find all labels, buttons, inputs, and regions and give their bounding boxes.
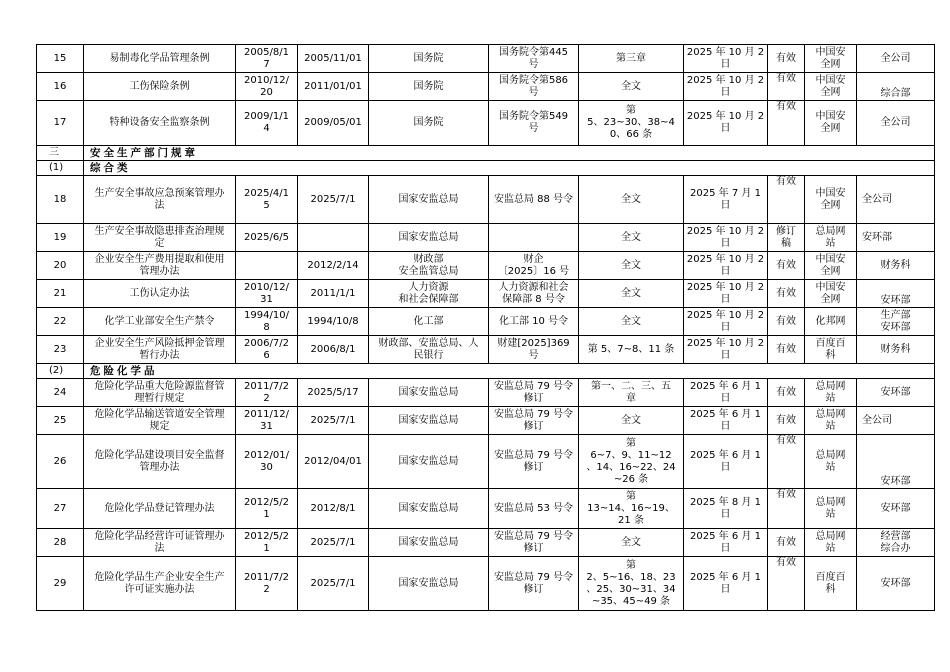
table-row <box>37 224 935 252</box>
table-row <box>37 557 935 611</box>
source: 中国安 全网 <box>805 45 857 73</box>
applicable-clauses: 第 5、23~30、38~4 0、66 条 <box>579 101 684 146</box>
row-number: 28 <box>37 529 84 557</box>
issue-date: 2006/7/2 6 <box>236 336 298 364</box>
issuing-department: 国家安监总局 <box>369 557 489 611</box>
regulation-name: 危险化学品登记管理办法 <box>84 489 236 529</box>
row-number: 20 <box>37 252 84 280</box>
review-date: 2025 年 6 月 1 日 <box>684 379 768 407</box>
applicable-department: 安环部 <box>857 435 935 489</box>
applicable-department: 安环部 <box>857 557 935 611</box>
applicable-clauses: 全文 <box>579 252 684 280</box>
row-number: 18 <box>37 176 84 224</box>
source: 总局网 站 <box>805 489 857 529</box>
validity-status: 有效 <box>768 407 805 435</box>
document-number: 安监总局 53 号令 <box>489 489 579 529</box>
source: 中国安 全网 <box>805 101 857 146</box>
document-number: 人力资源和社会 保障部 8 号令 <box>489 280 579 308</box>
applicable-department: 综合部 <box>857 73 935 101</box>
issue-date: 2025/4/1 5 <box>236 176 298 224</box>
applicable-clauses: 第 5、7~8、11 条 <box>579 336 684 364</box>
table-row <box>37 101 935 146</box>
document-number: 国务院令第549 号 <box>489 101 579 146</box>
regulation-name: 危险化学品输送管道安全管理 规定 <box>84 407 236 435</box>
table-row <box>37 73 935 101</box>
table-row <box>37 45 935 73</box>
applicable-clauses: 第一、二、三、五 章 <box>579 379 684 407</box>
effective-date: 2011/1/1 <box>298 280 369 308</box>
issue-date: 2012/5/2 1 <box>236 489 298 529</box>
issuing-department: 国家安监总局 <box>369 176 489 224</box>
issue-date: 2005/8/1 7 <box>236 45 298 73</box>
document-number: 安监总局 79 号令 修订 <box>489 407 579 435</box>
issuing-department: 国家安监总局 <box>369 224 489 252</box>
issue-date: 2011/7/2 2 <box>236 557 298 611</box>
applicable-department: 全公司 <box>857 101 935 146</box>
source: 百度百 科 <box>805 336 857 364</box>
regulation-name: 工伤认定办法 <box>84 280 236 308</box>
applicable-clauses: 全文 <box>579 73 684 101</box>
applicable-department: 财务科 <box>857 252 935 280</box>
table-row <box>37 379 935 407</box>
issue-date: 2012/01/ 30 <box>236 435 298 489</box>
row-number: 23 <box>37 336 84 364</box>
row-number: 27 <box>37 489 84 529</box>
row-number: 16 <box>37 73 84 101</box>
review-date: 2025 年 6 月 1 日 <box>684 529 768 557</box>
table-row <box>37 407 935 435</box>
table-row <box>37 435 935 489</box>
applicable-clauses: 全文 <box>579 407 684 435</box>
table-row <box>37 176 935 224</box>
issuing-department: 国家安监总局 <box>369 407 489 435</box>
regulation-name: 危险化学品生产企业安全生产 许可证实施办法 <box>84 557 236 611</box>
row-number: 24 <box>37 379 84 407</box>
table-row <box>37 308 935 336</box>
validity-status: 有效 <box>768 308 805 336</box>
applicable-department: 全公司 <box>857 407 935 435</box>
review-date: 2025 年 10 月 2 日 <box>684 101 768 146</box>
section-number: 三 <box>37 146 84 161</box>
issue-date: 1994/10/ 8 <box>236 308 298 336</box>
section-header-row <box>37 161 935 176</box>
applicable-department: 安环部 <box>857 280 935 308</box>
section-number: (1) <box>37 161 84 176</box>
effective-date: 2009/05/01 <box>298 101 369 146</box>
applicable-department: 经营部 综合办 <box>857 529 935 557</box>
effective-date: 2025/7/1 <box>298 529 369 557</box>
review-date: 2025 年 10 月 2 日 <box>684 224 768 252</box>
validity-status: 有效 <box>768 176 805 224</box>
source: 总局网 站 <box>805 379 857 407</box>
applicable-clauses: 第 6~7、9、11~12 、14、16~22、24 ~26 条 <box>579 435 684 489</box>
review-date: 2025 年 10 月 2 日 <box>684 45 768 73</box>
document-number: 化工部 10 号令 <box>489 308 579 336</box>
source: 化邦网 <box>805 308 857 336</box>
source: 百度百 科 <box>805 557 857 611</box>
section-title: 危险化学品 <box>84 364 935 379</box>
source: 中国安 全网 <box>805 73 857 101</box>
validity-status: 有效 <box>768 529 805 557</box>
regulation-name: 特种设备安全监察条例 <box>84 101 236 146</box>
issuing-department: 国家安监总局 <box>369 435 489 489</box>
issue-date: 2010/12/ 20 <box>236 73 298 101</box>
issue-date: 2012/5/2 1 <box>236 529 298 557</box>
document-number: 安监总局 79 号令 修订 <box>489 529 579 557</box>
issuing-department: 人力资源 和社会保障部 <box>369 280 489 308</box>
source: 中国安 全网 <box>805 176 857 224</box>
applicable-clauses: 全文 <box>579 176 684 224</box>
applicable-department: 全公司 <box>857 45 935 73</box>
source: 中国安 全网 <box>805 252 857 280</box>
review-date: 2025 年 6 月 1 日 <box>684 557 768 611</box>
effective-date: 1994/10/8 <box>298 308 369 336</box>
regulations-table <box>36 44 935 611</box>
issue-date: 2011/12/ 31 <box>236 407 298 435</box>
applicable-department: 安环部 <box>857 379 935 407</box>
issuing-department: 化工部 <box>369 308 489 336</box>
issuing-department: 国务院 <box>369 101 489 146</box>
issuing-department: 国家安监总局 <box>369 379 489 407</box>
regulation-name: 企业安全生产风险抵押金管理 暂行办法 <box>84 336 236 364</box>
regulations-table-body <box>37 45 935 611</box>
regulation-name: 危险化学品建设项目安全监督 管理办法 <box>84 435 236 489</box>
document-number: 安监总局 88 号令 <box>489 176 579 224</box>
validity-status: 有效 <box>768 557 805 611</box>
document-number: 安监总局 79 号令 修订 <box>489 379 579 407</box>
issuing-department: 国务院 <box>369 45 489 73</box>
validity-status: 有效 <box>768 435 805 489</box>
effective-date: 2025/7/1 <box>298 176 369 224</box>
effective-date <box>298 224 369 252</box>
table-row <box>37 252 935 280</box>
section-title: 综合类 <box>84 161 935 176</box>
row-number: 26 <box>37 435 84 489</box>
document-number: 国务院令第445 号 <box>489 45 579 73</box>
regulation-name: 危险化学品经营许可证管理办 法 <box>84 529 236 557</box>
document-number <box>489 224 579 252</box>
review-date: 2025 年 10 月 2 日 <box>684 336 768 364</box>
document-number: 安监总局 79 号令 修订 <box>489 557 579 611</box>
regulation-name: 易制毒化学品管理条例 <box>84 45 236 73</box>
applicable-clauses: 第 13~14、16~19、 21 条 <box>579 489 684 529</box>
row-number: 15 <box>37 45 84 73</box>
review-date: 2025 年 10 月 2 日 <box>684 252 768 280</box>
row-number: 22 <box>37 308 84 336</box>
table-row <box>37 336 935 364</box>
section-header-row <box>37 364 935 379</box>
source: 总局网 站 <box>805 529 857 557</box>
applicable-clauses: 全文 <box>579 224 684 252</box>
applicable-department: 生产部 安环部 <box>857 308 935 336</box>
source: 总局网 站 <box>805 435 857 489</box>
issuing-department: 国家安监总局 <box>369 489 489 529</box>
effective-date: 2012/8/1 <box>298 489 369 529</box>
applicable-clauses: 全文 <box>579 308 684 336</box>
section-number: (2) <box>37 364 84 379</box>
table-row <box>37 280 935 308</box>
row-number: 19 <box>37 224 84 252</box>
review-date: 2025 年 8 月 1 日 <box>684 489 768 529</box>
validity-status: 有效 <box>768 45 805 73</box>
issuing-department: 财政部、安监总局、人 民银行 <box>369 336 489 364</box>
issuing-department: 财政部 安全监管总局 <box>369 252 489 280</box>
validity-status: 有效 <box>768 101 805 146</box>
issue-date <box>236 252 298 280</box>
effective-date: 2025/5/17 <box>298 379 369 407</box>
effective-date: 2025/7/1 <box>298 557 369 611</box>
issue-date: 2011/7/2 2 <box>236 379 298 407</box>
validity-status: 有效 <box>768 379 805 407</box>
row-number: 21 <box>37 280 84 308</box>
source: 中国安 全网 <box>805 280 857 308</box>
source: 总局网 站 <box>805 407 857 435</box>
regulation-name: 化学工业部安全生产禁令 <box>84 308 236 336</box>
effective-date: 2011/01/01 <box>298 73 369 101</box>
issuing-department: 国务院 <box>369 73 489 101</box>
applicable-department: 安环部 <box>857 224 935 252</box>
validity-status: 有效 <box>768 280 805 308</box>
regulation-name: 生产安全事故隐患排查治理规 定 <box>84 224 236 252</box>
applicable-clauses: 全文 <box>579 529 684 557</box>
effective-date: 2025/7/1 <box>298 407 369 435</box>
issue-date: 2009/1/1 4 <box>236 101 298 146</box>
validity-status: 修订 稿 <box>768 224 805 252</box>
regulation-name: 企业安全生产费用提取和使用 管理办法 <box>84 252 236 280</box>
validity-status: 有效 <box>768 252 805 280</box>
issue-date: 2010/12/ 31 <box>236 280 298 308</box>
applicable-clauses: 全文 <box>579 280 684 308</box>
effective-date: 2012/04/01 <box>298 435 369 489</box>
review-date: 2025 年 6 月 1 日 <box>684 407 768 435</box>
review-date: 2025 年 6 月 1 日 <box>684 435 768 489</box>
applicable-department: 财务科 <box>857 336 935 364</box>
row-number: 29 <box>37 557 84 611</box>
review-date: 2025 年 10 月 2 日 <box>684 308 768 336</box>
regulation-name: 生产安全事故应急预案管理办 法 <box>84 176 236 224</box>
validity-status: 有效 <box>768 73 805 101</box>
review-date: 2025 年 7 月 1 日 <box>684 176 768 224</box>
validity-status: 有效 <box>768 336 805 364</box>
section-title: 安全生产部门规章 <box>84 146 935 161</box>
table-row <box>37 489 935 529</box>
regulation-name: 工伤保险条例 <box>84 73 236 101</box>
effective-date: 2012/2/14 <box>298 252 369 280</box>
document-number: 财建[2025]369 号 <box>489 336 579 364</box>
applicable-clauses: 第 2、5~16、18、23 、25、30~31、34 ~35、45~49 条 <box>579 557 684 611</box>
row-number: 25 <box>37 407 84 435</box>
issuing-department: 国家安监总局 <box>369 529 489 557</box>
applicable-department: 安环部 <box>857 489 935 529</box>
document-number: 安监总局 79 号令 修订 <box>489 435 579 489</box>
document-number: 国务院令第586 号 <box>489 73 579 101</box>
regulation-name: 危险化学品重大危险源监督管 理暂行规定 <box>84 379 236 407</box>
validity-status: 有效 <box>768 489 805 529</box>
review-date: 2025 年 10 月 2 日 <box>684 73 768 101</box>
applicable-clauses: 第三章 <box>579 45 684 73</box>
document-number: 财企 〔2025〕16 号 <box>489 252 579 280</box>
row-number: 17 <box>37 101 84 146</box>
source: 总局网 站 <box>805 224 857 252</box>
section-header-row <box>37 146 935 161</box>
issue-date: 2025/6/5 <box>236 224 298 252</box>
review-date: 2025 年 10 月 2 日 <box>684 280 768 308</box>
effective-date: 2005/11/01 <box>298 45 369 73</box>
table-row <box>37 529 935 557</box>
effective-date: 2006/8/1 <box>298 336 369 364</box>
applicable-department: 全公司 <box>857 176 935 224</box>
